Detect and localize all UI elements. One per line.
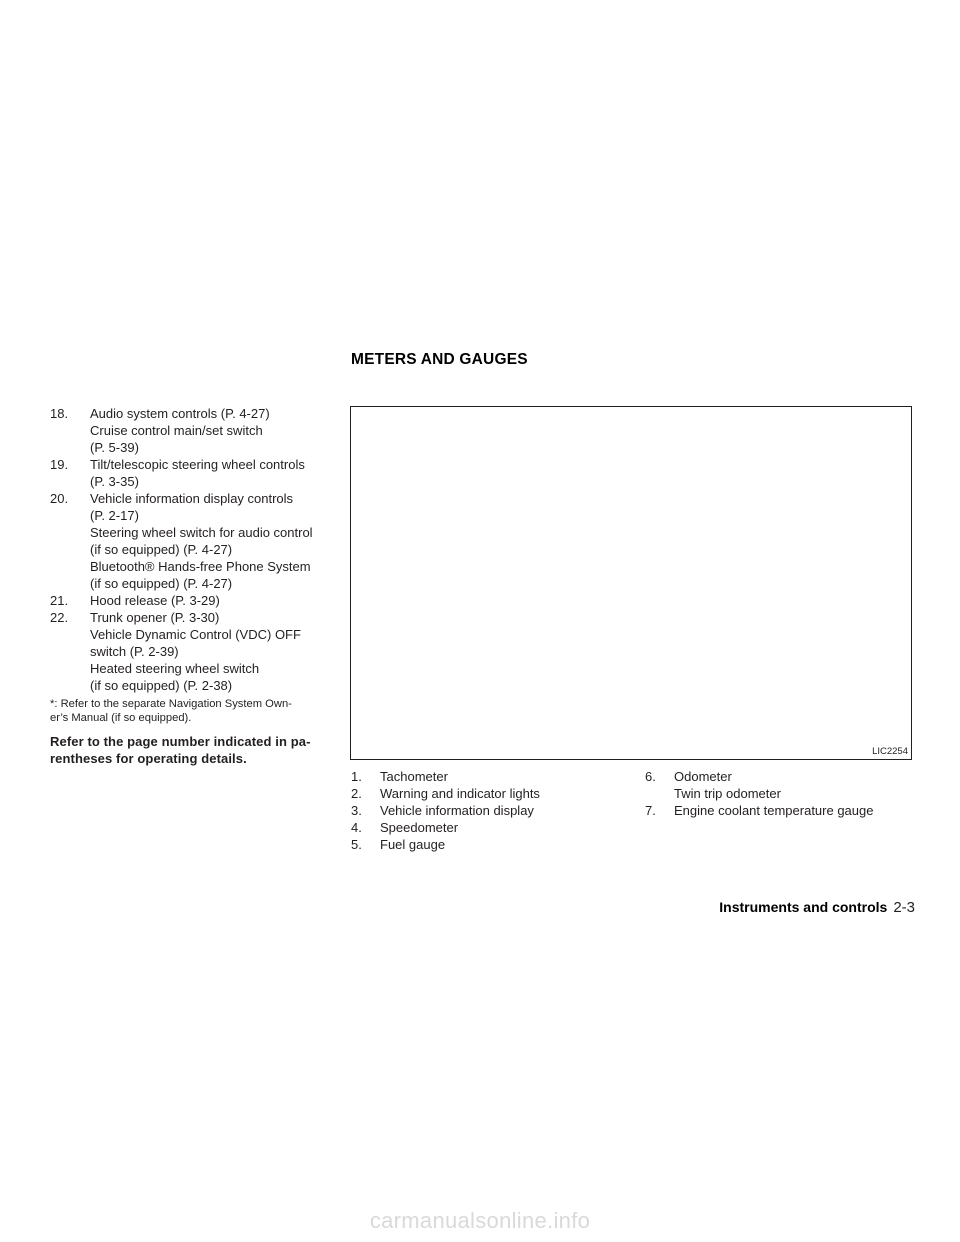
list-item-19 xyxy=(50,456,335,473)
meters-illustration xyxy=(350,406,912,760)
item-number: 22. xyxy=(50,610,69,625)
legend-item xyxy=(351,836,611,853)
legend-number: 1. xyxy=(351,769,362,784)
list-item-22 xyxy=(50,609,335,626)
legend-number: 4. xyxy=(351,820,362,835)
list-item-21 xyxy=(50,592,335,609)
legend-label: Engine coolant temperature gauge xyxy=(674,803,874,818)
legend-label: Fuel gauge xyxy=(380,837,446,852)
item-line: (if so equipped) (P. 2-38) xyxy=(90,678,233,693)
legend-number: 2. xyxy=(351,786,362,801)
item-line: (P. 5-39) xyxy=(90,440,139,455)
figure-code: LIC2254 xyxy=(872,746,908,757)
page-footer xyxy=(719,899,915,916)
legend-label: Vehicle information display xyxy=(380,803,534,818)
legend-item xyxy=(351,802,611,819)
legend-item xyxy=(645,802,915,819)
item-line: (if so equipped) (P. 4-27) xyxy=(90,576,233,591)
chapter-title: Instruments and controls xyxy=(719,899,888,915)
legend-item xyxy=(645,768,915,785)
item-number: 20. xyxy=(50,491,69,506)
item-line: Audio system controls (P. 4-27) xyxy=(90,406,270,421)
legend-label: Speedometer xyxy=(380,820,459,835)
page-number: 2-3 xyxy=(893,899,915,916)
figure-legend-left xyxy=(351,768,611,853)
item-number: 18. xyxy=(50,406,69,421)
operating-details-note xyxy=(50,733,335,767)
item-line: (P. 2-17) xyxy=(90,508,139,523)
controls-list xyxy=(50,405,335,767)
item-line: Bluetooth® Hands-free Phone System xyxy=(90,559,311,574)
note-line: rentheses for operating details. xyxy=(50,751,247,766)
legend-number: 7. xyxy=(645,803,656,818)
legend-label: Warning and indicator lights xyxy=(380,786,540,801)
legend-item xyxy=(351,819,611,836)
item-number: 19. xyxy=(50,457,69,472)
item-number: 21. xyxy=(50,593,69,608)
footnote-line: er’s Manual (if so equipped). xyxy=(50,712,192,724)
section-title: METERS AND GAUGES xyxy=(351,351,528,368)
watermark: carmanualsonline.info xyxy=(369,1208,591,1233)
item-line: Vehicle Dynamic Control (VDC) OFF xyxy=(90,627,301,642)
note-line: Refer to the page number indicated in pa- xyxy=(50,734,311,749)
footnote xyxy=(50,697,335,725)
item-line: (P. 3-35) xyxy=(90,474,139,489)
item-line: Heated steering wheel switch xyxy=(90,661,260,676)
item-line: Trunk opener (P. 3-30) xyxy=(90,610,220,625)
item-line: Cruise control main/set switch xyxy=(90,423,263,438)
item-line: switch (P. 2-39) xyxy=(90,644,179,659)
list-item-20 xyxy=(50,490,335,507)
list-item-18 xyxy=(50,405,335,422)
item-line: Steering wheel switch for audio control xyxy=(90,525,313,540)
legend-sublabel: Twin trip odometer xyxy=(674,786,781,801)
figure-legend-right xyxy=(645,768,915,819)
legend-label: Tachometer xyxy=(380,769,448,784)
item-line: Tilt/telescopic steering wheel controls xyxy=(90,457,305,472)
legend-item xyxy=(351,768,611,785)
legend-number: 6. xyxy=(645,769,656,784)
legend-number: 5. xyxy=(351,837,362,852)
item-line: (if so equipped) (P. 4-27) xyxy=(90,542,233,557)
item-line: Hood release (P. 3-29) xyxy=(90,593,220,608)
legend-number: 3. xyxy=(351,803,362,818)
legend-label: Odometer xyxy=(674,769,732,784)
item-line: Vehicle information display controls xyxy=(90,491,294,506)
legend-item xyxy=(351,785,611,802)
footnote-line: *: Refer to the separate Navigation System Own- xyxy=(50,698,292,710)
